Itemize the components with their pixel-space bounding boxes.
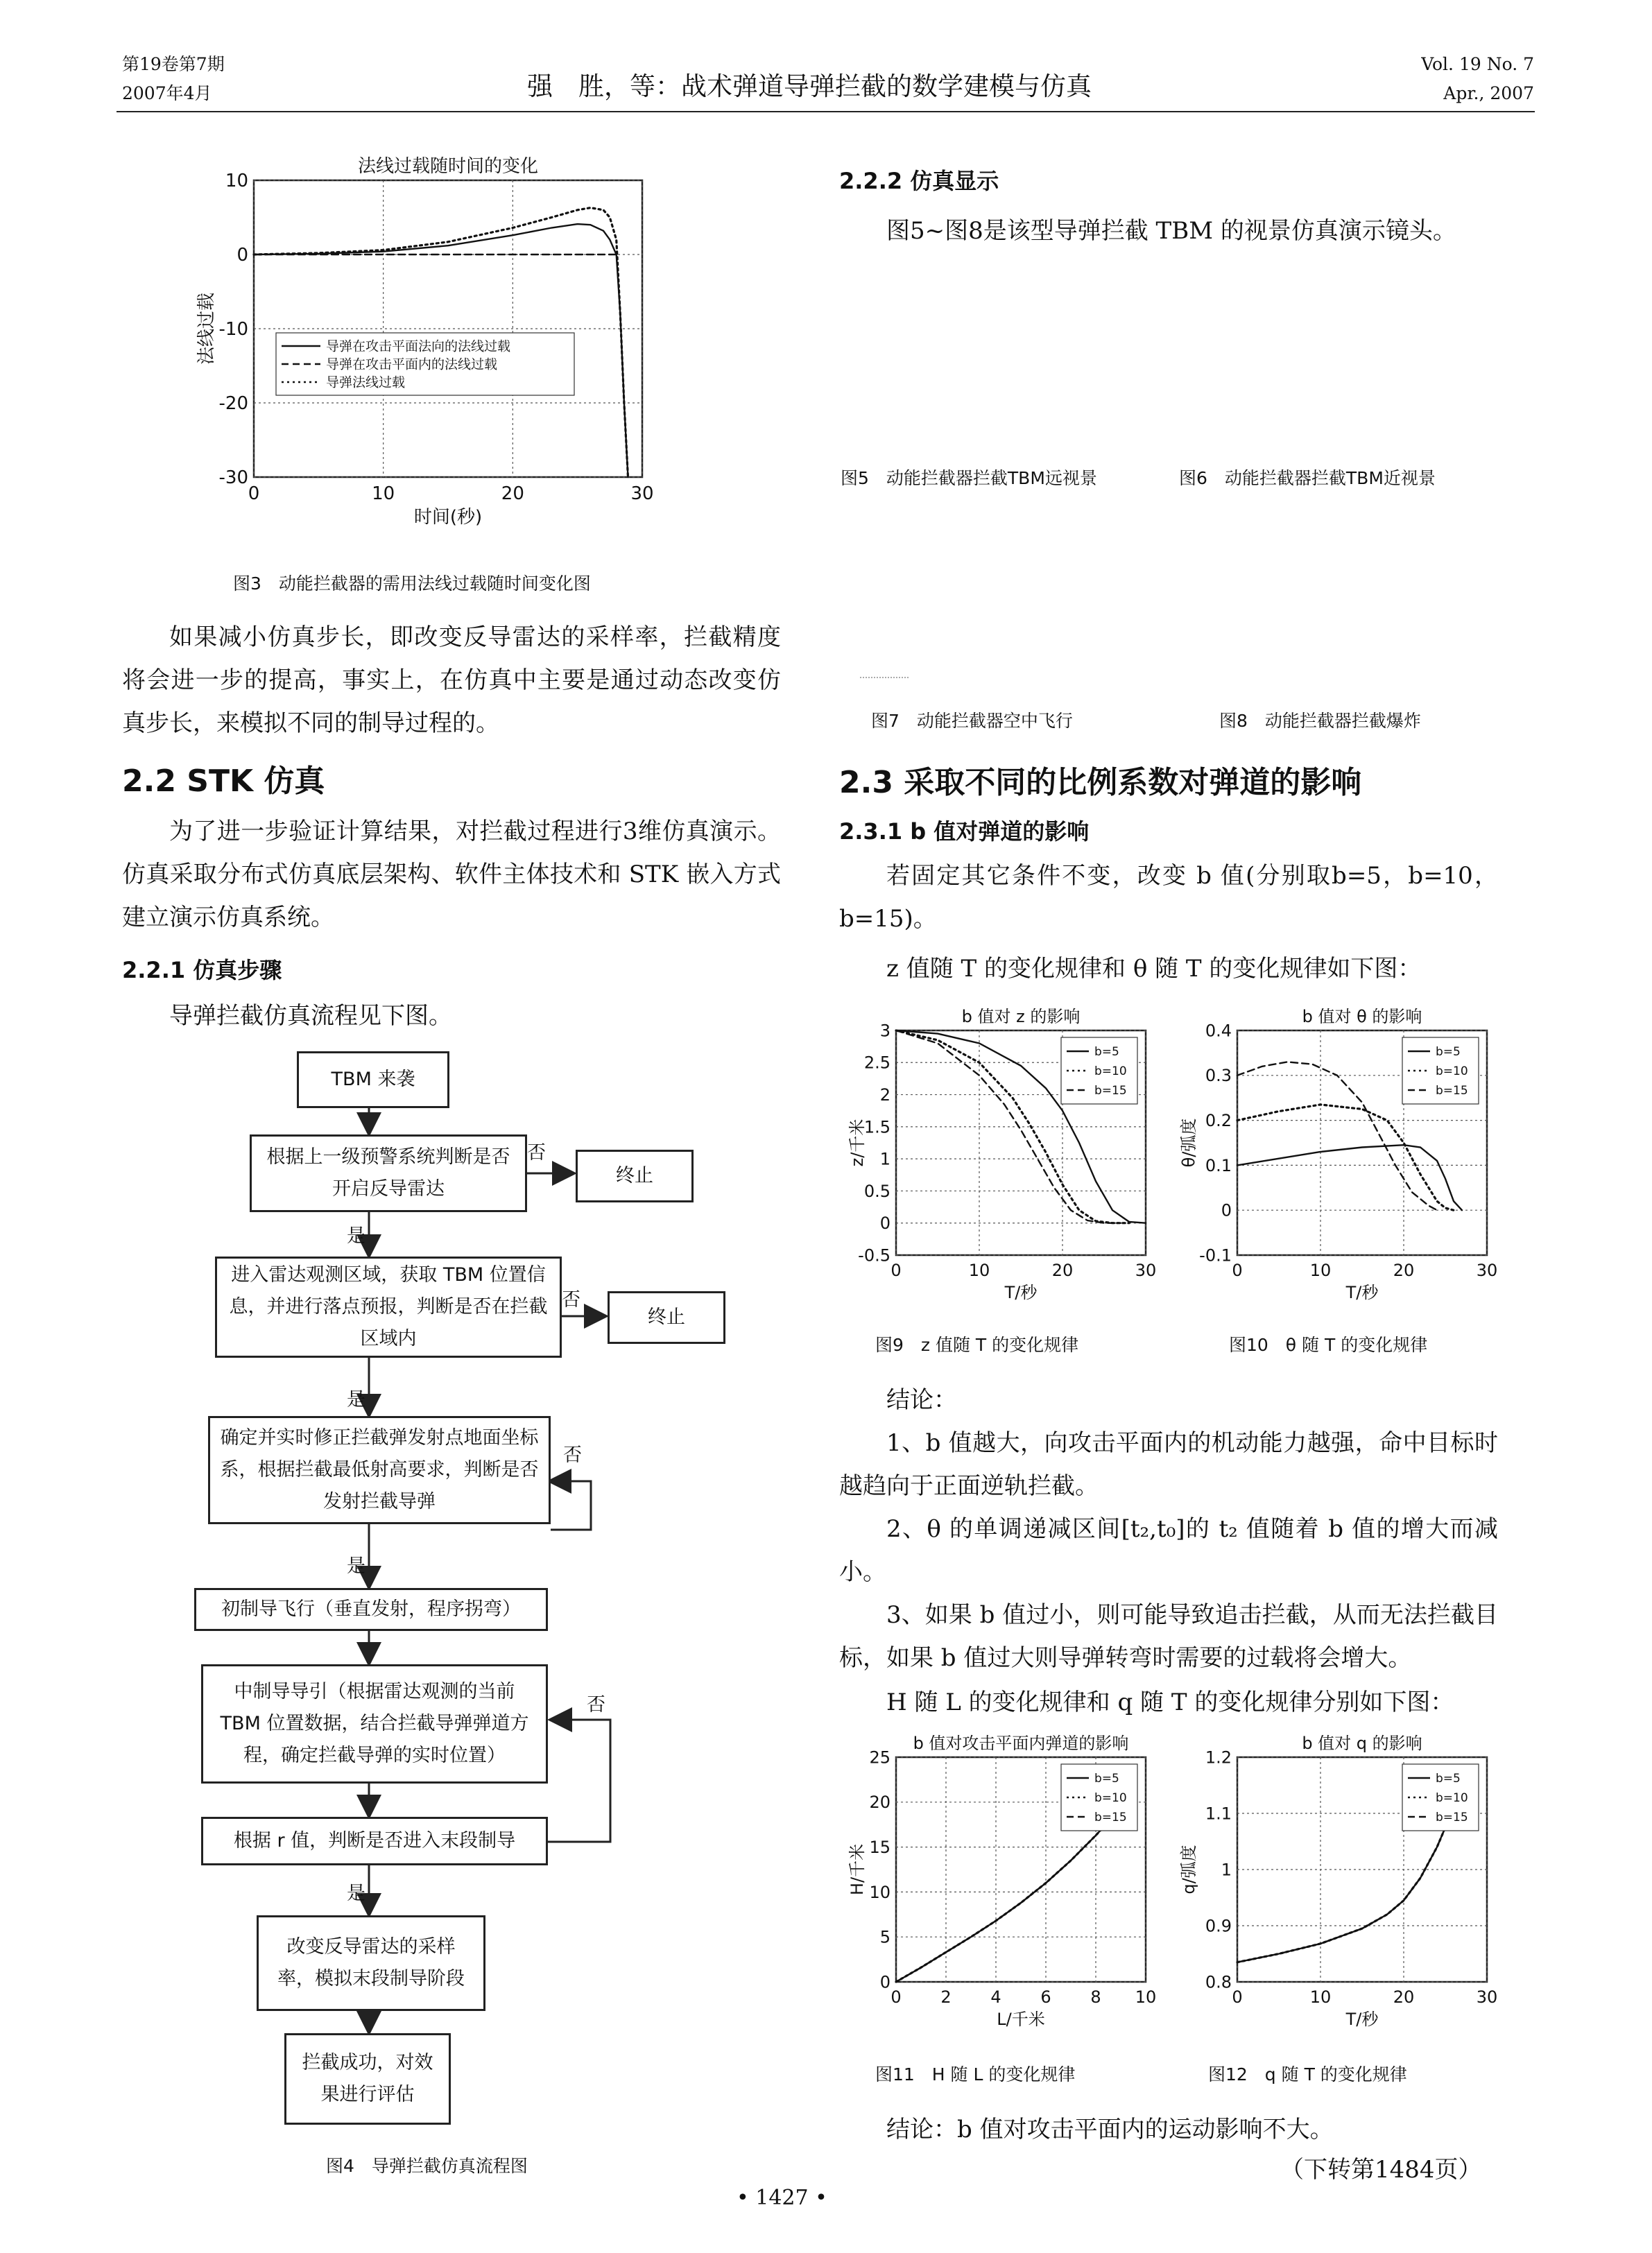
fig10-ytick-label: 0.1	[1205, 1155, 1232, 1175]
fig3-xtick-label: 30	[630, 483, 654, 504]
flow-node-success: 拦截成功，对效果进行评估	[284, 2033, 451, 2125]
fig10-title: b 值对 θ 的影响	[1302, 1007, 1422, 1026]
fig9-xlabel: T/秒	[1004, 1283, 1038, 1302]
flow-label-yes-1: 是	[347, 1225, 365, 1247]
fig3-xtick-label: 20	[501, 483, 524, 504]
fig9-ytick-label: 3	[879, 1021, 890, 1041]
conclusion-label: 结论：	[886, 1386, 957, 1414]
fig3-ytick-label: 10	[225, 171, 248, 192]
fig9-legend-label: b=5	[1094, 1044, 1119, 1059]
flow-label-yes-4: 是	[347, 1883, 365, 1904]
fig9-ytick-label: 0.5	[863, 1181, 890, 1201]
fig3-legend-label: 导弹在攻击平面法向的法线过载	[326, 338, 511, 354]
paragraph-2: 为了进一步验证计算结果，对拦截过程进行3维仿真演示。仿真采取分布式仿真底层架构、软件主体技术和 STK 嵌入方式建立演示仿真系统。	[122, 818, 781, 931]
fig11-ytick-label: 0	[879, 1972, 890, 1992]
fig9-ytick-label: -0.5	[858, 1245, 890, 1266]
fig10-ytick-label: -0.1	[1199, 1245, 1232, 1266]
fig12-title: b 值对 q 的影响	[1302, 1734, 1422, 1753]
fig12-ytick-label: 1.2	[1205, 1747, 1232, 1768]
fig9-legend-label: b=10	[1094, 1064, 1127, 1078]
fig11-legend-label: b=10	[1094, 1790, 1127, 1805]
fig3-xlabel: 时间(秒)	[413, 507, 483, 528]
fig11-xtick-label: 10	[1135, 1987, 1157, 2007]
fig3-title: 法线过载随时间的变化	[357, 156, 539, 177]
fig9-ytick-label: 0	[879, 1214, 890, 1234]
fig12-caption: 图12 q 随 T 的变化规律	[1208, 2064, 1407, 2084]
fig11-ytick-label: 25	[869, 1747, 890, 1768]
fig11-legend-label: b=5	[1094, 1771, 1119, 1786]
continued-note: （下转第1484页）	[1280, 2156, 1482, 2184]
fig11-xtick-label: 4	[990, 1987, 1001, 2007]
fig9-ytick-label: 2.5	[863, 1053, 890, 1073]
fig10-chart	[1179, 1003, 1505, 1315]
fig3-xtick-label: 10	[372, 483, 395, 504]
fig11-ytick-label: 5	[879, 1927, 890, 1947]
fig3-legend-label: 导弹在攻击平面内的法线过载	[326, 356, 498, 372]
fig9-legend-label: b=15	[1094, 1083, 1127, 1098]
fig12-ytick-label: 1.1	[1205, 1804, 1232, 1824]
journal-date: 2007年4月	[122, 83, 212, 103]
fig12-chart	[1179, 1729, 1505, 2041]
fig8-caption: 图8 动能拦截器拦截爆炸	[1219, 711, 1421, 731]
fig11-ytick-label: 15	[869, 1838, 890, 1857]
fig11-ytick-label: 10	[869, 1882, 890, 1902]
fig6-caption: 图6 动能拦截器拦截TBM近视景	[1179, 468, 1436, 488]
flow-label-no-2: 否	[562, 1289, 580, 1311]
fig3-legend-label: 导弹法线过载	[326, 374, 406, 390]
fig10-xlabel: T/秒	[1345, 1283, 1379, 1302]
fig4-caption: 图4 导弹拦截仿真流程图	[326, 2156, 528, 2176]
fig11-xtick-label: 8	[1090, 1987, 1101, 2007]
conclusion-3: 3、如果 b 值过小，则可能导致追击拦截，从而无法拦截目标，如果 b 值过大则导弹转弯时需要的过载将会增大。	[839, 1601, 1498, 1672]
paragraph-6: z 值随 T 的变化规律和 θ 随 T 的变化规律如下图：	[886, 955, 1422, 983]
section-2-3-heading: 2.3 采取不同的比例系数对弹道的影响	[839, 765, 1362, 800]
fig12-legend-label: b=15	[1436, 1810, 1468, 1824]
fig11-title: b 值对攻击平面内弹道的影响	[913, 1734, 1129, 1753]
fig11-ylabel: H/千米	[847, 1843, 867, 1896]
paragraph-7: H 随 L 的变化规律和 q 随 T 的变化规律分别如下图：	[886, 1689, 1454, 1716]
flow-node-terminal-check: 根据 r 值，判断是否进入末段制导	[201, 1817, 548, 1865]
fig10-legend-label: b=15	[1436, 1083, 1468, 1098]
issue-date: Apr., 2007	[1443, 83, 1534, 103]
fig10-legend-label: b=5	[1436, 1044, 1461, 1059]
fig10-legend-label: b=10	[1436, 1064, 1468, 1078]
fig3-ytick-label: -20	[218, 393, 248, 415]
fig5-caption: 图5 动能拦截器拦截TBM远视景	[841, 468, 1097, 488]
fig12-xlabel: T/秒	[1345, 2010, 1379, 2029]
fig11-legend-label: b=15	[1094, 1810, 1127, 1824]
fig7-caption: 图7 动能拦截器空中飞行	[871, 711, 1073, 731]
fig9-ytick-label: 2	[879, 1085, 890, 1105]
fig11-xtick-label: 6	[1040, 1987, 1051, 2007]
fig9-caption: 图9 z 值随 T 的变化规律	[875, 1335, 1079, 1355]
fig12-xtick-label: 30	[1476, 1987, 1498, 2007]
fig9-xtick-label: 20	[1051, 1261, 1074, 1280]
flow-node-radar-start: 根据上一级预警系统判断是否开启反导雷达	[250, 1134, 527, 1212]
fig3-ylabel: 法线过载	[196, 292, 217, 365]
fig9-chart	[847, 1003, 1179, 1315]
paragraph-5: 若固定其它条件不变，改变 b 值(分别取b=5，b=10，b=15)。	[839, 862, 1498, 933]
image-placeholder-mark	[860, 677, 909, 678]
section-2-2-2-heading: 2.2.2 仿真显示	[839, 168, 999, 194]
fig9-xtick-label: 30	[1135, 1261, 1157, 1280]
fig3-caption: 图3 动能拦截器的需用法线过载随时间变化图	[233, 573, 591, 594]
fig10-xtick-label: 10	[1309, 1261, 1332, 1280]
fig12-ylabel: q/弧度	[1179, 1845, 1198, 1894]
section-2-3-1-heading: 2.3.1 b 值对弹道的影响	[839, 818, 1090, 845]
fig9-ytick-label: 1.5	[863, 1117, 890, 1137]
fig11-chart	[847, 1729, 1179, 2041]
fig12-ytick-label: 1	[1221, 1860, 1232, 1880]
flow-node-tbm: TBM 来袭	[297, 1051, 449, 1108]
fig10-ytick-label: 0.2	[1205, 1111, 1232, 1130]
flow-node-initial-guidance: 初制导飞行（垂直发射，程序拐弯）	[194, 1588, 548, 1631]
conclusion-2: 2、θ 的单调递减区间[t₂,t₀]的 t₂ 值随着 b 值的增大而减小。	[839, 1515, 1498, 1586]
fig10-xtick-label: 30	[1476, 1261, 1498, 1280]
fig11-xlabel: L/千米	[997, 2010, 1045, 2029]
fig12-legend-label: b=10	[1436, 1790, 1468, 1805]
flow-label-yes-3: 是	[347, 1555, 365, 1577]
fig9-ytick-label: 1	[879, 1149, 890, 1169]
page-number: • 1427 •	[737, 2186, 827, 2210]
journal-issue: 第19卷第7期	[122, 54, 225, 74]
fig3-ytick-label: 0	[236, 245, 248, 266]
flow-label-no-3: 否	[563, 1444, 582, 1466]
paragraph-3: 导弹拦截仿真流程见下图。	[169, 1002, 452, 1030]
fig10-xtick-label: 20	[1393, 1261, 1415, 1280]
fig10-xtick-label: 0	[1232, 1261, 1243, 1280]
fig11-xtick-label: 2	[940, 1987, 952, 2007]
fig12-ytick-label: 0.8	[1205, 1972, 1232, 1992]
fig9-title: b 值对 z 的影响	[961, 1007, 1081, 1026]
fig12-xtick-label: 10	[1309, 1987, 1332, 2007]
flow-label-no-1: 否	[527, 1142, 546, 1164]
fig10-caption: 图10 θ 随 T 的变化规律	[1229, 1335, 1428, 1355]
section-2-2-heading: 2.2 STK 仿真	[122, 763, 325, 799]
flow-node-sampling-rate: 改变反导雷达的采样率，模拟末段制导阶段	[257, 1915, 485, 2011]
fig3-ytick-label: -10	[218, 319, 248, 340]
fig12-ytick-label: 0.9	[1205, 1916, 1232, 1936]
fig12-xtick-label: 0	[1232, 1987, 1243, 2007]
fig12-xtick-label: 20	[1393, 1987, 1415, 2007]
flow-label-no-4: 否	[587, 1694, 605, 1716]
flow-node-stop-2: 终止	[608, 1291, 725, 1344]
fig9-xtick-label: 10	[968, 1261, 990, 1280]
fig10-ytick-label: 0	[1221, 1200, 1232, 1220]
flow-node-stop-1: 终止	[576, 1150, 694, 1202]
fig3-ytick-label: -30	[218, 467, 248, 489]
volume: Vol. 19 No. 7	[1421, 54, 1534, 74]
fig9-xtick-label: 0	[890, 1261, 902, 1280]
flow-node-launch-point: 确定并实时修正拦截弹发射点地面坐标系，根据拦截最低射高要求，判断是否发射拦截导弹	[208, 1416, 551, 1524]
fig10-ytick-label: 0.4	[1205, 1021, 1232, 1041]
fig3-xtick-label: 0	[248, 483, 260, 504]
fig11-xtick-label: 0	[890, 1987, 902, 2007]
fig11-caption: 图11 H 随 L 的变化规律	[875, 2064, 1076, 2084]
flow-node-radar-observe: 进入雷达观测区域，获取 TBM 位置信息，并进行落点预报，判断是否在拦截区域内	[215, 1257, 562, 1358]
fig11-ytick-label: 20	[869, 1793, 890, 1813]
flow-label-yes-2: 是	[347, 1389, 365, 1410]
flow-node-mid-guidance: 中制导导引（根据雷达观测的当前 TBM 位置数据，结合拦截导弹弹道方程，确定拦截导弹的实时位置）	[201, 1664, 548, 1784]
paragraph-4: 图5~图8是该型导弹拦截 TBM 的视景仿真演示镜头。	[886, 217, 1456, 245]
section-2-2-1-heading: 2.2.1 仿真步骤	[122, 957, 282, 983]
fig10-ylabel: θ/弧度	[1179, 1118, 1198, 1168]
conclusion-1: 1、b 值越大，向攻击平面内的机动能力越强，命中目标时越趋向于正面逆轨拦截。	[839, 1429, 1498, 1500]
conclusion-final: 结论：b 值对攻击平面内的运动影响不大。	[886, 2116, 1334, 2143]
running-title: 强 胜，等：战术弹道导弹拦截的数学建模与仿真	[527, 71, 1092, 101]
fig9-ylabel: z/千米	[847, 1119, 867, 1167]
paragraph-1: 如果减小仿真步长，即改变反导雷达的采样率，拦截精度将会进一步的提高，事实上，在仿真中主要是通过动态改变仿真步长，来模拟不同的制导过程的。	[122, 623, 781, 737]
fig10-ytick-label: 0.3	[1205, 1066, 1232, 1086]
fig12-legend-label: b=5	[1436, 1771, 1461, 1786]
